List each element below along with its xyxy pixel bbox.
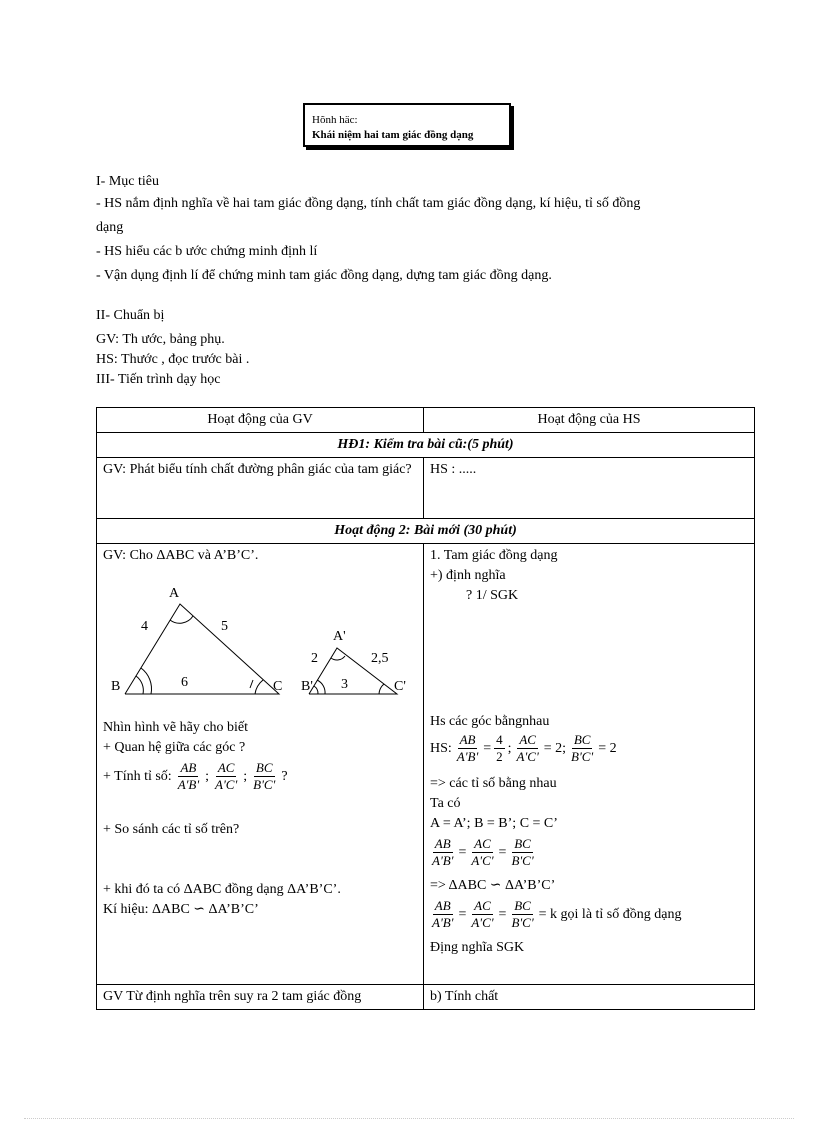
hs-a2-prefix: HS: [430,740,452,756]
hs-a2-row: HS: $\frac{AB}{A'B'}$ = $\frac{4}{2}$ ; $\frac{AC}{A'C'}$ = 2; $\frac{BC}{B'C'}$ = 2 [430,732,617,764]
angle-c-arc [255,680,263,694]
gv-q3-row: + Tính tỉ số: $\frac{AB}{A'B'}$ ; $\frac{AC}{A'C'}$ ; $\frac{BC}{B'C'}$ ? [103,760,288,792]
lesson-title: Khái niệm hai tam giác đồng dạng [312,129,474,141]
question-mark: ? [281,768,288,784]
hs-a4: Ta có [430,796,461,811]
label-b1: B' [301,679,313,694]
subject-label: Hõnh häc: [312,114,358,126]
hd1-content-row [97,458,755,519]
frac-bc-b1c1: $\frac{BC}{B'C'}$ [571,732,594,764]
frac-4-2: $\frac{4}{2}$ [496,732,503,764]
objective-line: - HS nắm định nghĩa về hai tam giác đồng dạng, tính chất tam giác đồng dạng, kí hiệu, tỉ số đồng [96,196,641,211]
gv-q5: + khi đó ta có ΔABC đồng dạng ΔA’B’C’. [103,882,341,897]
label-b: B [111,679,121,694]
process-heading: III- Tiến trình dạy học [96,372,221,387]
label-a1: A' [333,629,346,644]
col-gv-header: Hoạt động của GV [97,408,424,433]
gv-q3: + Tính tỉ số: [103,768,172,784]
triangle-figure [103,568,413,708]
hd1-row [97,433,755,458]
label-ab: 4 [141,619,148,634]
frac-bc-b1c1: $\frac{BC}{B'C'}$ [511,898,534,930]
frac-bc-b1c1: $\frac{BC}{B'C'}$ [511,836,534,868]
hs-line: +) định nghĩa [430,568,506,583]
frac-ab-a1b1: $\frac{AB}{A'B'}$ [177,760,200,792]
angle-a-arc [170,616,193,623]
hs-a5: A = A’; B = B’; C = C’ [430,816,558,831]
frac-ac-a1c1: $\frac{AC}{A'C'}$ [471,836,494,868]
preparation-heading: II- Chuẩn bị [96,308,165,323]
hs-a8: Địng nghĩa SGK [430,940,525,955]
lesson-table [96,407,755,1010]
page-bottom-rule [24,1118,794,1119]
hd2-hs-cell [424,544,755,985]
angle-b-arc-2 [136,676,143,694]
angle-a1-arc [331,656,345,660]
frac-bc-b1c1: $\frac{BC}{B'C'}$ [253,760,276,792]
hs-k-row: $\frac{AB}{A'B'}$ = $\frac{AC}{A'C'}$ = $\frac{BC}{B'C'}$ = k gọi là tỉ số đồng dạng [432,898,682,930]
frac-ac-a1c1: $\frac{AC}{A'C'}$ [471,898,494,930]
label-a1c1: 2,5 [371,651,389,666]
frac-ab-a1b1: $\frac{AB}{A'B'}$ [456,732,479,764]
triangle-abc [125,604,279,694]
col-hs-header: Hoạt động của HS [424,408,755,433]
hd1-heading: HĐ1: Kiểm tra bài cũ:(5 phút) [97,433,755,458]
label-c: C [273,679,283,694]
gv-q6: Kí hiệu: ΔABC ∽ ΔA’B’C’ [103,902,259,917]
hs-line: 1. Tam giác đồng dạng [430,548,558,563]
angle-c1-arc [379,684,384,694]
frac-ab-a1b1: $\frac{AB}{A'B'}$ [432,836,454,868]
gv-q2: + Quan hệ giữa các góc ? [103,740,246,755]
lesson-title-box [303,103,511,147]
eq-2: = 2 [598,740,617,756]
frac-ac-a1c1: $\frac{AC}{A'C'}$ [516,732,539,764]
label-b1c1: 3 [341,677,348,692]
objective-line: - HS hiểu các b ước chứng minh định lí [96,244,318,259]
label-bc: 6 [181,675,188,690]
label-c1: C' [394,679,406,694]
angle-b1-arc-2 [314,686,318,694]
angle-b-arc [141,668,152,694]
hs-ratio-row: $\frac{AB}{A'B'}$ = $\frac{AC}{A'C'}$ = $\frac{BC}{B'C'}$ [432,836,534,868]
gv-q1: Nhìn hình vẽ hãy cho biết [103,720,249,735]
objective-line: - Vận dụng định lí để chứng minh tam giác đồng dạng, dựng tam giác đồng dạng. [96,268,552,283]
label-a: A [169,586,180,601]
hs-a1: Hs các góc bằngnhau [430,714,550,729]
hd2-gv-cell [97,544,424,985]
hs-a6: => ΔABC ∽ ΔA’B’C’ [430,878,556,893]
frac-ac-a1c1: $\frac{AC}{A'C'}$ [215,760,238,792]
gv-q4: + So sánh các tỉ số trên? [103,822,240,837]
hs-line: ? 1/ SGK [466,588,519,603]
hd2-heading: Hoạt động 2: Bài mới (30 phút) [97,519,755,544]
label-ac: 5 [221,619,228,634]
objective-line: dạng [96,220,124,235]
hs-a7-suffix: = k gọi là tỉ số đồng dạng [538,906,682,922]
angle-c-tick [250,680,253,688]
gv-intro: GV: Cho ΔABC và A’B’C’. [103,548,259,563]
hd2-row [97,519,755,544]
table-header-row [97,408,755,433]
hd1-gv-cell: GV: Phát biểu tính chất đường phân giác của tam giác? [97,458,424,519]
label-a1b1: 2 [311,651,318,666]
hd2-content-row [97,544,755,985]
frac-ab-a1b1: $\frac{AB}{A'B'}$ [432,898,454,930]
hd1-hs-cell: HS : ..... [424,458,755,519]
objectives-heading: I- Mục tiêu [96,174,159,189]
last-gv-cell: GV Từ định nghĩa trên suy ra 2 tam giác đồng [97,985,424,1010]
preparation-gv: GV: Th ước, bảng phụ. [96,332,225,347]
last-row [97,985,755,1010]
preparation-hs: HS: Thước , đọc trước bài . [96,352,250,367]
hs-a3: => các tỉ số bằng nhau [430,776,557,791]
last-hs-cell: b) Tính chất [424,985,755,1010]
